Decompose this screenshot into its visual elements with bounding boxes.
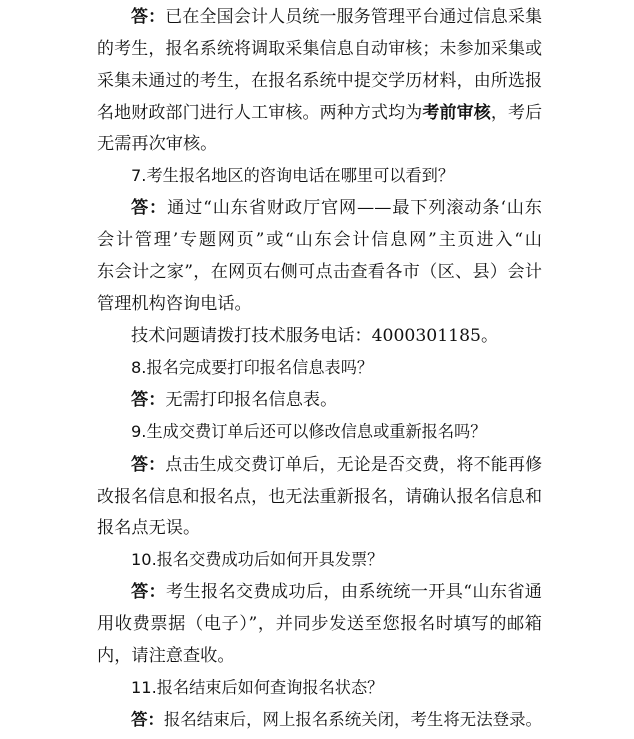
question-7: 7.考生报名地区的咨询电话在哪里可以看到？	[131, 166, 455, 185]
answer-text: 通过“山东省财政厅官网——最下列滚动条‘山东	[167, 198, 542, 218]
question-11: 11.报名结束后如何查询报名状态？	[131, 678, 384, 697]
tech-support-phone: 技术问题请拨打技术服务电话：4000301185。	[131, 326, 499, 346]
question-9: 9.生成交费订单后还可以修改信息或重新报名吗？	[131, 422, 487, 441]
emphasized-text: 考前审核	[422, 102, 491, 122]
answer-text: 已在全国会计人员统一服务管理平台通过信息采集	[165, 6, 542, 26]
answer-10-line-3: 内，请注意查收。	[97, 646, 235, 666]
answer-text: 名地财政部门进行人工审核。两种方式均为	[97, 102, 423, 122]
question-10: 10.报名交费成功后如何开具发票？	[131, 550, 384, 569]
answer-label: 答：	[131, 390, 166, 410]
answer-6-line-3: 采集未通过的考生，在报名系统中提交学历材料，由所选报	[97, 70, 542, 90]
answer-label: 答：	[131, 454, 166, 474]
answer-11-line-1	[131, 704, 542, 736]
answer-7-line-4: 管理机构咨询电话。	[97, 294, 252, 314]
question-8: 8.报名完成要打印报名信息表吗？	[131, 358, 374, 377]
answer-8-line-1	[131, 384, 542, 416]
answer-7-line-1	[131, 192, 542, 224]
answer-7-line-3: 东会计之家”，在网页右侧可点击查看各市（区、县）会计	[97, 262, 542, 282]
answer-label: 答：	[131, 198, 168, 218]
answer-10-line-2: 用收费票据（电子）”，并同步发送至您报名时填写的邮箱	[97, 614, 542, 634]
answer-6-line-4	[97, 96, 542, 128]
answer-text: 无需打印报名信息表。	[165, 390, 338, 410]
answer-label: 答：	[131, 582, 166, 602]
answer-text: ，考后	[490, 102, 542, 122]
answer-6-line-5: 无需再次审核。	[97, 134, 218, 154]
answer-7-line-2: 会计管理’专题网页”或“山东会计信息网”主页进入“山	[97, 230, 542, 250]
answer-text: 考生报名交费成功后，由系统统一开具“山东省通	[165, 582, 542, 602]
answer-6-line-1	[131, 0, 542, 32]
answer-9-line-3: 报名点无误。	[97, 518, 201, 538]
answer-9-line-2: 改报名信息和报名点，也无法重新报名，请确认报名信息和	[97, 486, 542, 506]
answer-text: 报名结束后，网上报名系统关闭，考生将无法登录。	[163, 710, 542, 729]
answer-text: 点击生成交费订单后，无论是否交费，将不能再修	[165, 454, 542, 474]
answer-label: 答：	[131, 6, 166, 26]
answer-label: 答：	[131, 710, 164, 729]
answer-6-line-2: 的考生，报名系统将调取采集信息自动审核；未参加采集或	[97, 38, 542, 58]
answer-10-line-1	[131, 576, 542, 608]
answer-9-line-1	[131, 448, 542, 480]
